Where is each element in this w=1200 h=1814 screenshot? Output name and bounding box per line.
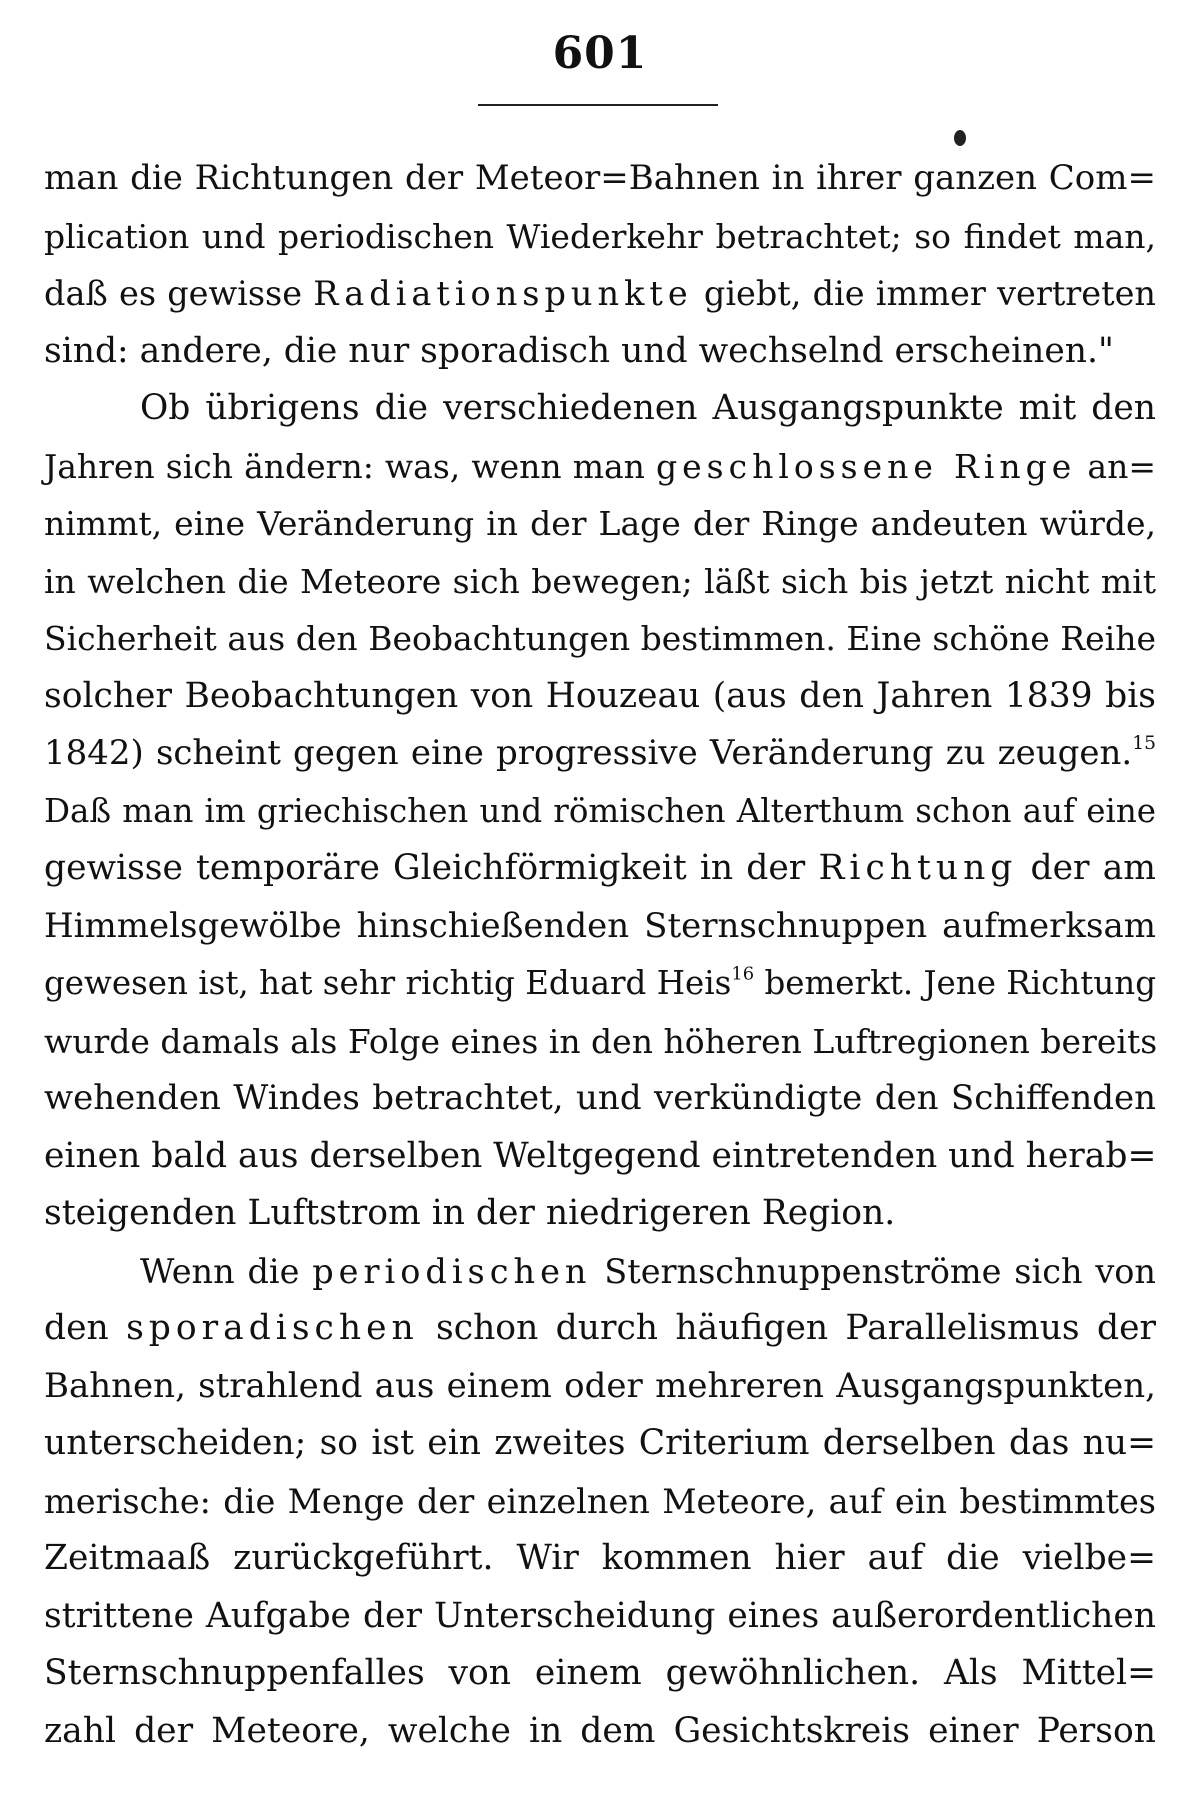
text-line: Himmelsgewölbe hinschießenden Sternschnuppen aufmerksam <box>44 905 1156 946</box>
emphasized-term: sporadischen <box>126 1308 419 1348</box>
text-line: Sternschnuppenfalles von einem gewöhnlichen. Als Mittel= <box>44 1653 1156 1693</box>
text-line: Daß man im griechischen und römischen Alterthum schon auf eine <box>44 791 1156 830</box>
header-rule <box>478 104 718 106</box>
ink-spot <box>954 130 966 146</box>
text-line: Jahren sich ändern: was, wenn man geschlossene Ringe an= <box>44 446 1156 486</box>
emphasized-term: Richtung <box>818 848 1018 888</box>
emphasized-term: periodischen <box>312 1251 592 1291</box>
text-line: solcher Beobachtungen von Houzeau (aus den Jahren 1839 bis <box>44 675 1156 716</box>
text-line: wehenden Windes betrachtet, und verkündigte den Schiffenden <box>44 1078 1156 1118</box>
text-line: plication und periodischen Wiederkehr betrachtet; so findet man, <box>44 216 1156 256</box>
text-line: merische: die Menge der einzelnen Meteore, auf ein bestimmtes <box>44 1481 1156 1521</box>
footnote-marker: 16 <box>731 963 755 985</box>
text-line: in welchen die Meteore sich bewegen; läßt sich bis jetzt nicht mit <box>44 561 1156 601</box>
text-line: zahl der Meteore, welche in dem Gesichtskreis einer Person <box>44 1710 1156 1751</box>
text-line: sind: andere, die nur sporadisch und wechselnd erscheinen." <box>44 330 1114 371</box>
text-line: wurde damals als Folge eines in den höheren Luftregionen bereits <box>44 1021 1158 1061</box>
text-line: unterscheiden; so ist ein zweites Criterium derselben das nu= <box>44 1423 1156 1463</box>
emphasized-term: Radiationspunkte <box>313 274 693 313</box>
text-line: 1842) scheint gegen eine progressive Veränderung zu zeugen.$^{15}$ <box>44 733 1156 773</box>
text-line: daß es gewisse Radiationspunkte giebt, die immer vertreten <box>44 274 1157 313</box>
emphasized-term: geschlossene Ringe <box>656 446 1077 486</box>
text-line: steigenden Luftstrom in der niedrigeren Region. <box>44 1193 896 1233</box>
text-line: nimmt, eine Veränderung in der Lage der Ringe andeuten würde, <box>44 504 1156 543</box>
body-text <box>44 150 1156 1760</box>
text-line: gewesen ist, hat sehr richtig Eduard Heis$^{16}$ bemerkt. Jene Richtung <box>44 963 1157 1002</box>
text-line: Sicherheit aus den Beobachtungen bestimmen. Eine schöne Reihe <box>44 619 1156 658</box>
page-number: 601 <box>552 28 648 79</box>
footnote-marker: 15 <box>1132 733 1156 755</box>
text-line: Bahnen, strahlend aus einem oder mehreren Ausgangspunkten, <box>44 1365 1156 1406</box>
text-line: Zeitmaaß zurückgeführt. Wir kommen hier auf die vielbe= <box>44 1538 1156 1578</box>
text-line: strittene Aufgabe der Unterscheidung eines außerordentlichen <box>44 1595 1156 1636</box>
text-line: gewisse temporäre Gleichförmigkeit in der Richtung der am <box>44 848 1156 888</box>
text-line: den sporadischen schon durch häufigen Parallelismus der <box>44 1308 1156 1348</box>
text-line: Wenn die periodischen Sternschnuppenströme sich von <box>140 1251 1156 1291</box>
text-line: man die Richtungen der Meteor=Bahnen in ihrer ganzen Com= <box>44 158 1156 198</box>
text-line: Ob übrigens die verschiedenen Ausgangspunkte mit den <box>140 388 1156 428</box>
text-line: einen bald aus derselben Weltgegend eintretenden und herab= <box>44 1135 1157 1176</box>
